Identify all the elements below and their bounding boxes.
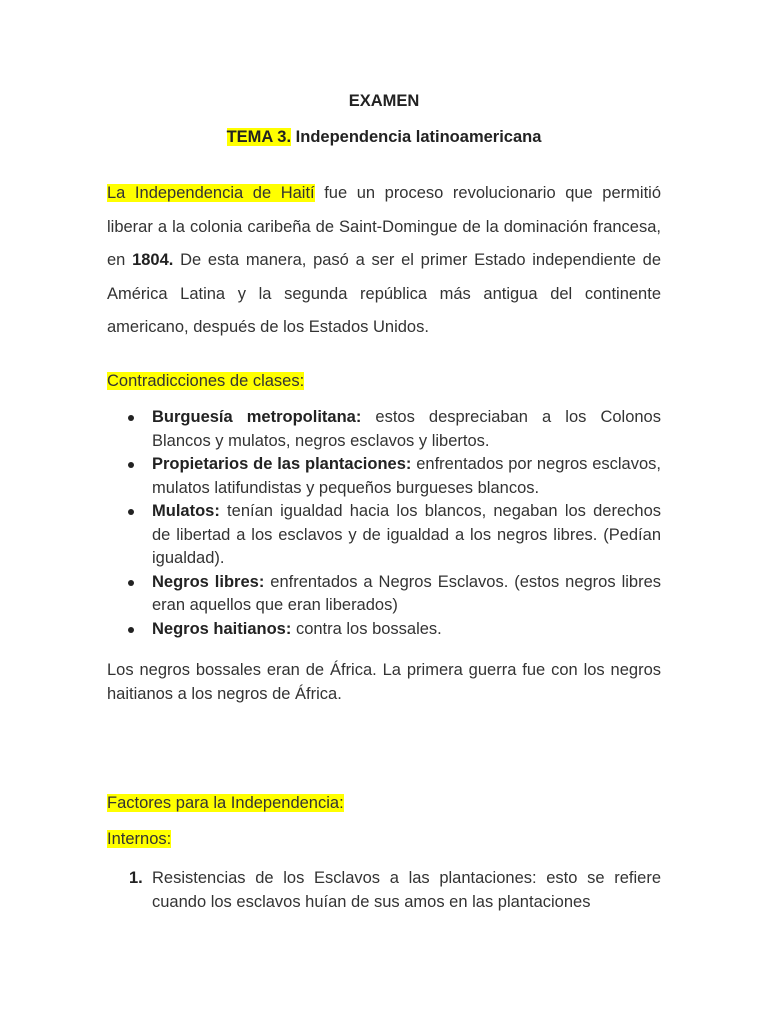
bossales-paragraph: Los negros bossales eran de África. La primera guerra fue con los negros haitianos a los negros de África. [107,661,661,703]
bullet-icon [128,627,134,633]
intro-year: 1804. [132,251,174,269]
list-item-term: Negros libres: [152,572,265,591]
bullet-icon [128,415,134,421]
list-item-term: Negros haitianos: [152,619,292,638]
list-item [107,500,661,571]
subtitle-label: TEMA 3. [226,128,292,146]
list-item-text: enfrentados por negros esclavos, mulatos latifundistas y pequeños burgueses blancos. [152,455,661,497]
internos-heading [107,830,171,849]
factores-heading-text: Factores para la Independencia: [107,794,344,812]
list-item [107,618,661,642]
list-item [107,571,661,618]
list-item-text: Resistencias de los Esclavos a las plantaciones: esto se refiere cuando los esclavos huían de sus amos en las plantaciones [152,869,661,911]
list-item-text: estos despreciaban a los Colonos Blancos y mulatos, negros esclavos y libertos. [152,408,661,450]
subtitle-text: Independencia latinoamericana [295,128,542,146]
contradicciones-list [107,406,661,641]
list-item-term: Burguesía metropolitana: [152,408,362,426]
factores-list [107,867,661,914]
list-item-text: contra los bossales. [291,619,442,638]
list-item-text: enfrentados a Negros Esclavos. (estos negros libres eran aquellos que eran liberados) [152,572,661,614]
list-item-number: 1. [129,869,143,887]
intro-text-2: De esta manera, pasó a ser el primer Estado independiente de América Latina y la segunda república más antigua del continente americano, después de los Estados Unidos. [107,251,661,336]
bullet-icon [128,462,134,468]
list-item-term: Mulatos: [152,502,220,520]
bullet-icon [128,580,134,586]
list-item-term: Propietarios de las plantaciones: [152,455,412,473]
bullet-icon [128,509,134,515]
factores-heading [107,794,344,813]
list-item [107,406,661,453]
document-subtitle [0,128,768,147]
intro-text-1: fue un proceso revolucionario que permitió liberar a la colonia caribeña de Saint-Domingue de la dominación francesa, en [107,184,661,269]
intro-highlight: La Independencia de Haití [107,184,315,202]
intro-paragraph [107,177,661,345]
document-title: EXAMEN [348,92,420,110]
list-item [107,867,661,914]
list-item [107,453,661,500]
internos-heading-text: Internos: [107,830,172,848]
contradicciones-heading-text: Contradicciones de clases: [107,372,305,390]
list-item-text: tenían igualdad hacia los blancos, negaban los derechos de libertad a los esclavos y de igualdad a los negros libres. (Pedían igualdad). [152,502,661,567]
contradicciones-heading [107,372,304,391]
